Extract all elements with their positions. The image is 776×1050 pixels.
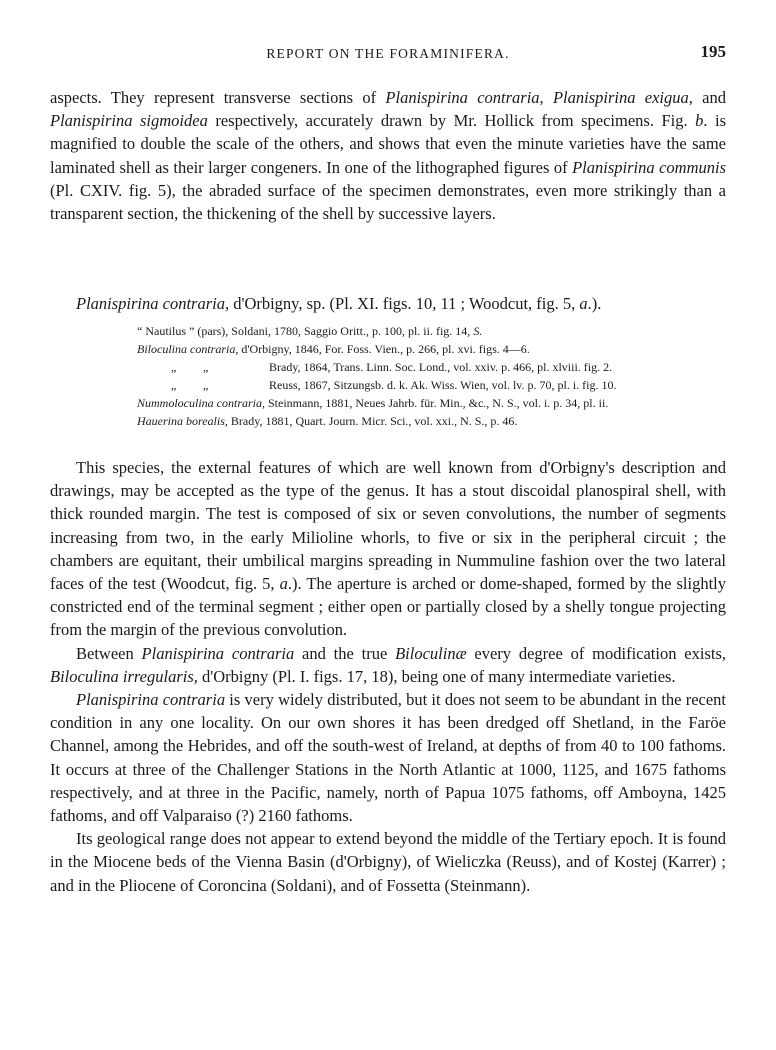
description-paragraph: This species, the external features of which are well known from d'Orbigny's description and drawings, may be accepted as the type of the genus. It has a stout discoidal planospiral shell, with thick rounded margin. The test is composed of six or seven convolutions, the number of segments increasing from two, in the early Milioline whorls, to five or six in the peripheral circuit ; the chambers are equitant, their umbilical margins spreading in Nummuline fashion over the two lateral faces of the test (Woodcut, fig. 5, a.). The aperture is arched or dome-shaped, formed by the slightly constricted end of the terminal segment ; either open or partially closed by a shelly tongue projecting from the margin of the previous convolution. xyxy=(50,458,726,640)
distribution-paragraph: Planispirina contraria is very widely distributed, but it does not seem to be abundant in the recent condition in any one locality. On our own shores it has been dredged off Shetland, in the Faröe Channel, among the Hebrides, and off the south-west of Ireland, at depths of from 40 to 100 fathoms. It occurs at three of the Challenger Stations in the North Atlantic at 1000, 1125, and 1675 fathoms respectively, and at three in the Pacific, namely, north of Papua 1075 fathoms, off Amboyna, 1425 fathoms, and off Valparaiso (?) 2160 fathoms. xyxy=(50,690,726,826)
page-header xyxy=(50,42,726,66)
running-head: REPORT ON THE FORAMINIFERA. xyxy=(266,46,510,61)
synonymy-entry: Nummoloculina contraria, Steinmann, 1881, Neues Jahrb. für. Min., &c., N. S., vol. i. p. 34, pl. ii. xyxy=(137,396,609,410)
synonymy-entry: Biloculina contraria, d'Orbigny, 1846, For. Foss. Vien., p. 266, pl. xvi. figs. 4—6. xyxy=(137,342,530,356)
page-number: 195 xyxy=(700,42,726,61)
synonymy-entry: „ „ Reuss, 1867, Sitzungsb. d. k. Ak. Wiss. Wien, vol. lv. p. 70, pl. i. fig. 10. xyxy=(171,378,617,392)
geology-paragraph: Its geological range does not appear to extend beyond the middle of the Tertiary epoch. It is found in the Miocene beds of the Vienna Basin (d'Orbigny), of Wieliczka (Reuss), and of Kostej (Karrer) ; and in the Pliocene of Coroncina (Soldani), and of Fossetta (Steinmann). xyxy=(50,829,726,895)
synonymy-list xyxy=(137,322,727,430)
synonymy-entry: “ Nautilus ” (pars), Soldani, 1780, Saggio Oritt., p. 100, pl. ii. fig. 14, S. xyxy=(137,324,483,338)
species-heading: Planispirina contraria, d'Orbigny, sp. (Pl. XI. figs. 10, 11 ; Woodcut, fig. 5, a.). xyxy=(76,294,602,313)
synonymy-entry: „ „ Brady, 1864, Trans. Linn. Soc. Lond., vol. xxiv. p. 466, pl. xlviii. fig. 2. xyxy=(171,360,613,374)
intro-paragraph: aspects. They represent transverse sections of Planispirina contraria, Planispirina exigua, and Planispirina sigmoidea respectively, accurately drawn by Mr. Hollick from specimens. Fig. b. is magnified to double the scale of the others, and shows that even the minute varieties have the same laminated shell as their larger congeners. In one of the lithographed figures of Planispirina communis (Pl. CXIV. fig. 5), the abraded surface of the specimen demonstrates, even more strikingly than a transparent section, the thickening of the shell by successive layers. xyxy=(50,88,727,224)
synonymy-entry: Hauerina borealis, Brady, 1881, Quart. Journ. Micr. Sci., vol. xxi., N. S., p. 46. xyxy=(137,414,518,428)
main-text xyxy=(50,456,726,897)
modification-paragraph: Between Planispirina contraria and the true Biloculinæ every degree of modification exists, Biloculina irregularis, d'Orbigny (Pl. I. figs. 17, 18), being one of many intermediate varieties. xyxy=(50,643,726,686)
